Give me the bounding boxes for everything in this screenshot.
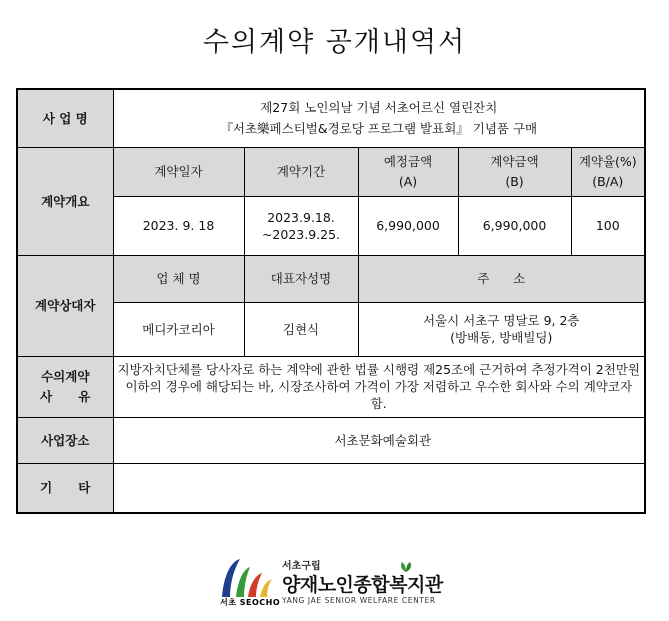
project-row	[17, 89, 645, 147]
company-name: 메디카코리아	[113, 302, 244, 356]
ceo-name: 김현식	[244, 302, 358, 356]
header-contract-period: 계약기간	[244, 147, 358, 196]
org-english-name: YANG JAE SENIOR WELFARE CENTER	[282, 596, 436, 605]
rate-sub-label: (B/A)	[592, 174, 624, 190]
header-address: 주 소	[358, 255, 645, 302]
org-name: 양재노인종합복지관	[282, 574, 443, 596]
footer-logo	[218, 553, 448, 613]
project-label: 사 업 명	[17, 89, 113, 147]
estimate-label: 예정금액	[383, 154, 433, 170]
reason-text: 지방자치단체를 당사자로 하는 계약에 관한 법률 시행령 제25조에 근거하여 추정가격이 2천만원 이하의 경우에 해당되는 바, 시장조사하여 가격이 가장 저렴하고 우수한 회사와 수의 계약코자 함.	[113, 356, 645, 417]
reason-label-line-2: 사 유	[40, 389, 91, 405]
estimate-amount: 6,990,000	[358, 196, 458, 255]
address-line-2: (방배동, 방배빌딩)	[450, 330, 553, 345]
contractor-label: 계약상대자	[17, 255, 113, 356]
contract-period	[244, 196, 358, 255]
project-name	[113, 89, 645, 147]
location-value: 서초문화예술회관	[113, 417, 645, 463]
contract-table	[16, 88, 646, 514]
header-company: 업 체 명	[113, 255, 244, 302]
reason-label-line-1: 수의계약	[41, 369, 90, 385]
location-row	[17, 417, 645, 463]
company-address	[358, 302, 645, 356]
amount-label: 계약금액	[490, 154, 539, 170]
overview-label: 계약개요	[17, 147, 113, 255]
rate-label: 계약율(%)	[578, 154, 637, 170]
header-contract-date: 계약일자	[113, 147, 244, 196]
overview-header-row	[17, 147, 645, 196]
leaf-icon	[399, 561, 413, 573]
etc-label: 기 타	[17, 463, 113, 513]
period-start: 2023.9.18.	[267, 209, 335, 225]
address-line-1: 서울시 서초구 명달로 9, 2층	[422, 313, 580, 328]
period-end: ~2023.9.25.	[261, 226, 341, 242]
reason-row	[17, 356, 645, 417]
seocho-logo-icon	[218, 553, 280, 599]
contractor-header-row	[17, 255, 645, 302]
project-line-1: 제27회 노인의날 기념 서초어르신 열린잔치	[260, 100, 498, 116]
org-small-name: 서초구립	[282, 561, 321, 572]
contract-rate: 100	[571, 196, 645, 255]
location-label: 사업장소	[17, 417, 113, 463]
header-contract-amount	[458, 147, 571, 196]
seocho-tag: 서초 SEOCHO	[220, 598, 281, 607]
page-title: 수의계약 공개내역서	[202, 27, 467, 58]
contract-date: 2023. 9. 18	[113, 196, 244, 255]
reason-label	[17, 356, 113, 417]
amount-sub-label: (B)	[505, 174, 524, 190]
contract-amount: 6,990,000	[458, 196, 571, 255]
etc-row	[17, 463, 645, 513]
header-ceo: 대표자성명	[244, 255, 358, 302]
header-contract-rate	[571, 147, 645, 196]
header-estimate-amount	[358, 147, 458, 196]
project-line-2: 『서초樂페스티벌&경로당 프로그램 발표회』 기념품 구매	[220, 121, 538, 137]
estimate-sub-label: (A)	[398, 174, 418, 190]
etc-value	[113, 463, 645, 513]
